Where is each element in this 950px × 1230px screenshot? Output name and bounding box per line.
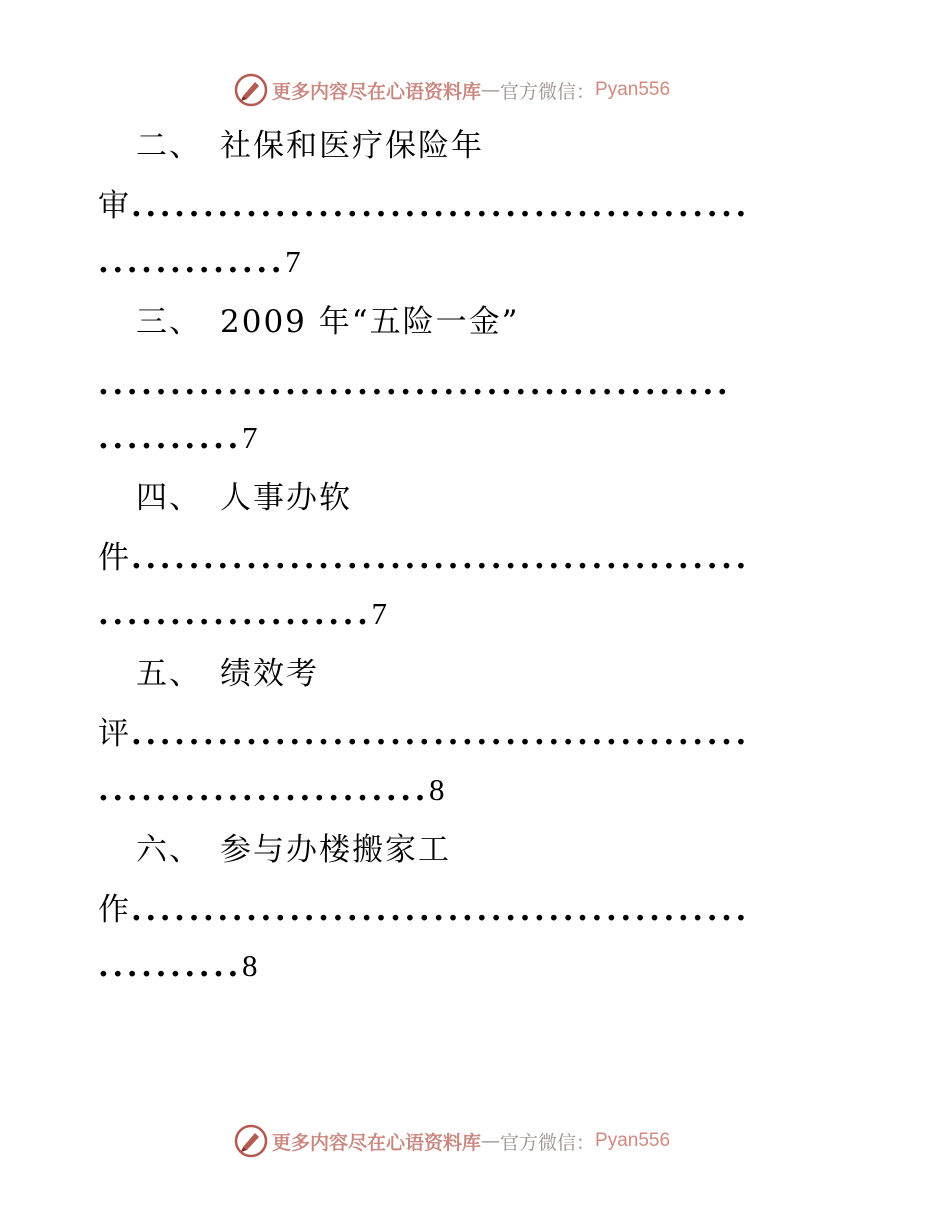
toc-title: 人事办软 [220, 480, 352, 516]
toc-page-number: 7 [371, 596, 387, 631]
toc-tail: 审 [98, 188, 131, 224]
toc-number: 五、 [136, 656, 202, 692]
toc-dots-line [98, 890, 750, 930]
toc-page-line [98, 242, 301, 282]
pen-badge-icon [234, 73, 268, 107]
toc-dots: ............................................ [98, 366, 732, 402]
watermark-label: 官方微信： [500, 1131, 596, 1154]
pen-badge-icon [234, 1124, 268, 1158]
toc-dots: ....................... [98, 772, 430, 808]
toc-page-number: 8 [429, 772, 445, 807]
toc-page-line [98, 770, 445, 810]
toc-dots: ........................................... [131, 188, 750, 224]
toc-number: 二、 [136, 128, 202, 164]
toc-number: 三、 [136, 304, 202, 340]
toc-dots: .......... [98, 948, 242, 984]
toc-title: 绩效考 [220, 656, 319, 692]
watermark-brand: 更多内容尽在心语资料库 [272, 1131, 482, 1154]
watermark-brand: 更多内容尽在心语资料库 [272, 80, 482, 103]
toc-title: 2009 年“五险一金” [220, 304, 520, 340]
watermark-dash: — [481, 79, 501, 101]
toc-dots: ........................................... [131, 716, 750, 752]
toc-page-number: 7 [241, 420, 258, 455]
toc-dots: .......... [98, 420, 242, 456]
toc-entry-heading [136, 302, 519, 342]
toc-page-number: 7 [285, 244, 301, 279]
toc-page-number: 8 [241, 948, 258, 983]
header-watermark [234, 70, 670, 110]
toc-title: 参与办楼搬家工 [220, 832, 451, 868]
toc-dots: ........................................... [131, 892, 750, 928]
toc-entry-heading [136, 654, 319, 694]
toc-tail: 作 [98, 892, 131, 928]
watermark-id: Pyan556 [595, 1130, 671, 1151]
toc-dots: ............. [98, 244, 286, 280]
toc-page-line [98, 594, 387, 634]
toc-title: 社保和医疗保险年 [220, 128, 484, 164]
footer-watermark [234, 1121, 670, 1161]
toc-dots: ................... [98, 596, 372, 632]
toc-number: 六、 [136, 832, 202, 868]
toc-dots: ........................................... [131, 540, 750, 576]
toc-number: 四、 [136, 480, 202, 516]
toc-dots-line [98, 186, 750, 226]
watermark-id: Pyan556 [595, 79, 671, 100]
toc-entry-heading [136, 126, 484, 166]
toc-dots-line [98, 364, 731, 404]
toc-tail: 评 [98, 716, 131, 752]
toc-page-line [98, 418, 257, 458]
toc-dots-line [98, 538, 750, 578]
watermark-label: 官方微信： [500, 80, 596, 103]
watermark-dash: — [481, 1130, 501, 1152]
toc-dots-line [98, 714, 750, 754]
toc-page-line [98, 946, 257, 986]
toc-tail: 件 [98, 540, 131, 576]
toc-entry-heading [136, 478, 352, 518]
toc-entry-heading [136, 830, 451, 870]
